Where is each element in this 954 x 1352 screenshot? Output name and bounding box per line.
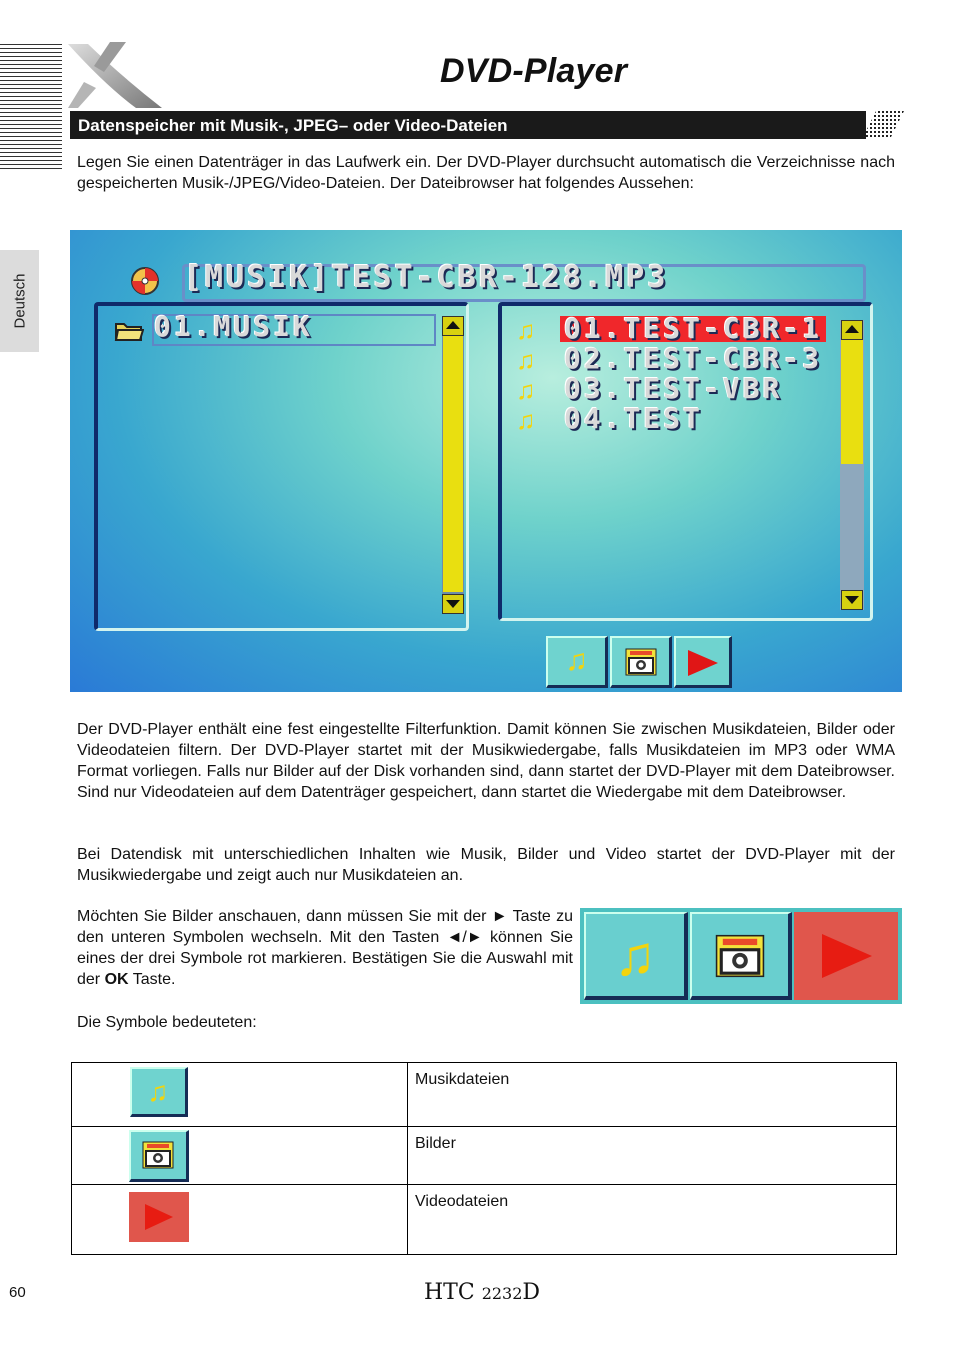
music-note-icon: ♫ — [516, 345, 536, 375]
play-icon — [822, 934, 872, 978]
filter-paragraph: Der DVD-Player enthält eine fest eingestellte Filterfunktion. Damit können Sie zwischen Musikdateien, Bilder oder Videodateien filtern. Der DVD-Player startet mit der Musikwiedergabe, falls Musikdateien im MP3 oder WMA Format vorliegen. Falls nur Bilder auf der Disk vorhanden sind, dann startet der DVD-Player mit dem Dateibrowser. Sind nur Videodateien auf dem Datenträger gespeichert, dann startet die Wiedergabe mit dem Dateibrowser. — [77, 721, 895, 801]
folder-icon — [114, 318, 144, 342]
scroll-down-icon — [446, 600, 460, 608]
table-row — [72, 1063, 897, 1127]
folder-scroll-down[interactable] — [442, 594, 464, 614]
music-note-icon: ♫ — [516, 315, 536, 345]
photo-filter-tile — [690, 912, 792, 1000]
music-note-icon: ♫ — [614, 924, 656, 987]
file-scroll-up[interactable] — [841, 320, 863, 340]
photo-filter-button[interactable] — [610, 636, 672, 688]
music-note-icon: ♫ — [516, 405, 536, 435]
file-scroll-thumb[interactable] — [841, 338, 863, 464]
music-filter-tile — [584, 912, 688, 1000]
mixed-content-paragraph: Bei Datendisk mit unterschiedlichen Inhalten wie Musik, Bilder und Video startet der DVD-Player mit der Musikwiedergabe und zeigt auch nur Musikdateien an. — [77, 846, 895, 884]
camera-icon — [715, 934, 765, 978]
scroll-up-icon — [446, 321, 460, 329]
folder-scroll-thumb[interactable] — [443, 334, 463, 592]
symbol-label: Videodateien — [408, 1185, 897, 1255]
intro-paragraph: Legen Sie einen Datenträger in das Laufwerk ein. Der DVD-Player durchsucht automatisch die Verzeichnisse nach gespeicherten Musik-/JPEG/Video-Dateien. Der Dateibrowser hat folgendes Aussehen: — [77, 154, 895, 192]
video-filter-tile — [794, 912, 898, 1000]
music-note-icon: ♫ — [130, 1067, 188, 1117]
folder-scroll-up[interactable] — [442, 316, 464, 336]
ok-key-label: OK — [104, 971, 129, 988]
file-item[interactable]: 02.TEST-CBR-3 — [564, 342, 823, 375]
camera-icon — [625, 648, 657, 676]
folder-item[interactable]: 01.MUSIK — [154, 310, 313, 343]
model-name: HTC 2232D — [424, 1280, 541, 1305]
folder-panel[interactable] — [94, 302, 469, 631]
video-filter-button[interactable] — [674, 636, 732, 688]
music-note-icon: ♫ — [565, 644, 588, 677]
language-label: Deutsch — [11, 273, 28, 329]
music-note-icon: ♫ — [516, 375, 536, 405]
symbols-table — [71, 1062, 897, 1255]
filter-icons-closeup — [580, 908, 902, 1004]
symbol-icon-cell — [72, 1063, 408, 1127]
header-stripes — [0, 44, 62, 170]
brand-logo — [66, 38, 166, 110]
music-filter-button[interactable] — [546, 636, 608, 688]
page-title: DVD-Player — [440, 52, 628, 90]
play-icon — [688, 650, 718, 676]
symbol-label: Musikdateien — [408, 1063, 897, 1127]
navigation-paragraph: Möchten Sie Bilder anschauen, dann müssen Sie mit der ► Taste zu den unteren Symbolen wechseln. Mit den Tasten ◄/► können Sie eines der drei Symbole rot markieren. Bestätigen Sie die Auswahl mit der OK Taste. — [77, 908, 573, 988]
scroll-down-icon — [845, 596, 859, 604]
file-item[interactable]: 04.TEST — [564, 402, 704, 435]
scroll-up-icon — [845, 325, 859, 333]
file-item[interactable]: 01.TEST-CBR-1 — [564, 312, 823, 345]
section-heading-pattern — [862, 111, 904, 139]
table-row — [72, 1185, 897, 1255]
symbol-icon-cell — [72, 1127, 408, 1185]
file-browser-screenshot — [70, 230, 902, 692]
section-heading: Datenspeicher mit Musik-, JPEG– oder Video-Dateien — [70, 111, 866, 139]
file-item[interactable]: 03.TEST-VBR — [564, 372, 783, 405]
disc-icon — [130, 266, 160, 296]
table-row — [72, 1127, 897, 1185]
page-number: 60 — [9, 1284, 26, 1301]
symbols-intro: Die Symbole bedeuteten: — [77, 1014, 257, 1031]
current-path: [MUSIK]TEST-CBR-128.MP3 — [184, 260, 669, 295]
symbol-label: Bilder — [408, 1127, 897, 1185]
camera-icon — [129, 1130, 189, 1182]
language-tab — [0, 250, 39, 352]
file-scroll-down[interactable] — [841, 590, 863, 610]
play-icon — [129, 1192, 189, 1242]
symbol-icon-cell — [72, 1185, 408, 1255]
